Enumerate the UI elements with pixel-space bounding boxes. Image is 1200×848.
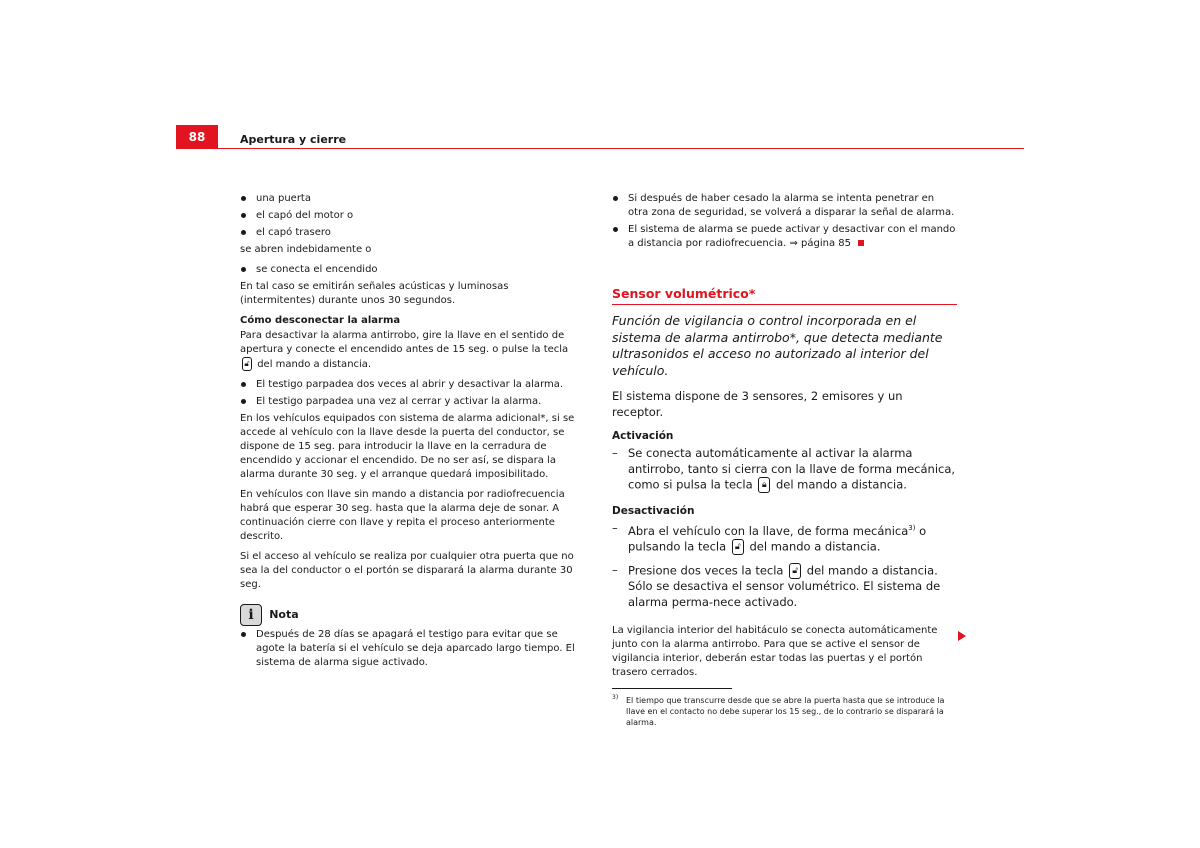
header-divider (176, 148, 1024, 149)
lock-key-icon: 🔒︎ (758, 477, 770, 493)
list-item: se conecta el encendido (240, 263, 585, 277)
unlock-key-icon: 🔓︎ (732, 539, 744, 555)
list-item: El testigo parpadea una vez al cerrar y activar la alarma. (240, 395, 585, 409)
paragraph (240, 329, 585, 372)
left-column (240, 192, 585, 673)
deactivation-text-2: o pulsando la tecla (628, 523, 927, 554)
list-item: una puerta (240, 192, 585, 206)
footnote-ref: 3) (908, 524, 916, 532)
list-item: El testigo parpadea dos veces al abrir y desactivar la alarma. (240, 378, 585, 392)
unlock-key-icon: 🔓︎ (242, 357, 252, 371)
deactivation-text-end: del mando a distancia. (749, 539, 881, 554)
disconnect-text: Para desactivar la alarma antirrobo, gire la llave en el sentido de apertura y conecte el encendido antes de 15 seg. o pulse la tecla (240, 330, 569, 355)
list-item (612, 563, 957, 610)
deactivation-text: Abra el vehículo con la llave, de forma mecánica (628, 523, 909, 538)
list-item: el capó del motor o (240, 209, 585, 223)
activation-text-end: del mando a distancia. (775, 477, 907, 492)
list-item: Si después de haber cesado la alarma se intenta penetrar en otra zona de seguridad, se volverá a disparar la señal de alarma. (612, 192, 957, 220)
paragraph: se abren indebidamente o (240, 244, 372, 255)
paragraph: La vigilancia interior del habitáculo se conecta automáticamente junto con la alarma antirrobo. Para que se active el sensor de vigilancia interior, deberán estar todas las puertas y el portón trasero cerrados. (612, 625, 938, 679)
activation-text: Se conecta automáticamente al activar la alarma antirrobo, tanto si cierra con la llave de forma mecánica, como si pulsa la tecla (628, 446, 956, 492)
section-intro: Función de vigilancia o control incorporada en el sistema de alarma antirrobo*, que detecta mediante ultrasonidos el acceso no autorizado al interior del vehículo. (612, 313, 943, 378)
deactivation-heading: Desactivación (612, 505, 695, 517)
info-note-icon: i (240, 604, 262, 626)
section-heading: Sensor volumétrico* (612, 286, 957, 305)
note-header (240, 604, 585, 626)
disconnect-heading: Cómo desconectar la alarma (240, 315, 401, 326)
paragraph: En los vehículos equipados con sistema de alarma adicional*, si se accede al vehículo con la llave desde la puerta del conductor, se dispone de 15 seg. para introducir la llave en la cerradura de encendido y accionar el encendido. De no ser así, se dispara la alarma durante 30 seg. y el arranque quedará imposibilitado. (240, 413, 575, 480)
note-item: Después de 28 días se apagará el testigo para evitar que se agote la batería si el vehículo se deja aparcado largo tiempo. El sistema de alarma sigue activado. (240, 628, 585, 670)
list-item (612, 223, 957, 251)
continue-arrow-icon (958, 631, 966, 641)
chapter-title: Apertura y cierre (240, 133, 347, 146)
list-item: el capó trasero (240, 226, 585, 240)
footnote-text: El tiempo que transcurre desde que se abre la puerta hasta que se introduce la llave en el contacto no debe superar los 15 seg., de lo contrario se disparará la alarma. (626, 696, 945, 728)
deactivation-press-text-end: del mando a distancia. Sólo se desactiva el sensor volumétrico. El sistema de alarma perma-nece activado. (628, 563, 941, 609)
activation-heading: Activación (612, 430, 674, 442)
page-number-text: 88 (188, 130, 206, 144)
deactivation-press-text: Presione dos veces la tecla (628, 563, 784, 578)
page-number (176, 125, 218, 149)
section-end-icon (858, 240, 864, 246)
disconnect-text-end: del mando a distancia. (257, 359, 372, 370)
footnote-mark: 3) (612, 694, 619, 702)
paragraph: En tal caso se emitirán señales acústicas y luminosas (intermitentes) durante unos 30 segundos. (240, 281, 509, 306)
paragraph: El sistema dispone de 3 sensores, 2 emisores y un receptor. (612, 389, 903, 419)
note-title: Nota (269, 608, 299, 621)
subheading (240, 314, 585, 328)
list-item (612, 521, 957, 555)
footnote (612, 695, 957, 728)
unlock-key-icon: 🔓︎ (789, 563, 801, 579)
list-item (612, 446, 957, 493)
cross-reference-text: El sistema de alarma se puede activar y desactivar con el mando a distancia por radiofrecuencia. ⇒ página 85 (628, 224, 956, 249)
footnote-divider (612, 688, 732, 689)
paragraph: En vehículos con llave sin mando a distancia por radiofrecuencia habrá que esperar 30 seg. hasta que la alarma deje de sonar. A continuación cierre con llave y repita el proceso anteriormente descrito. (240, 489, 565, 542)
right-column (612, 192, 957, 728)
paragraph: Si el acceso al vehículo se realiza por cualquier otra puerta que no sea la del conductor o el portón se disparará la alarma durante 30 seg. (240, 551, 574, 590)
